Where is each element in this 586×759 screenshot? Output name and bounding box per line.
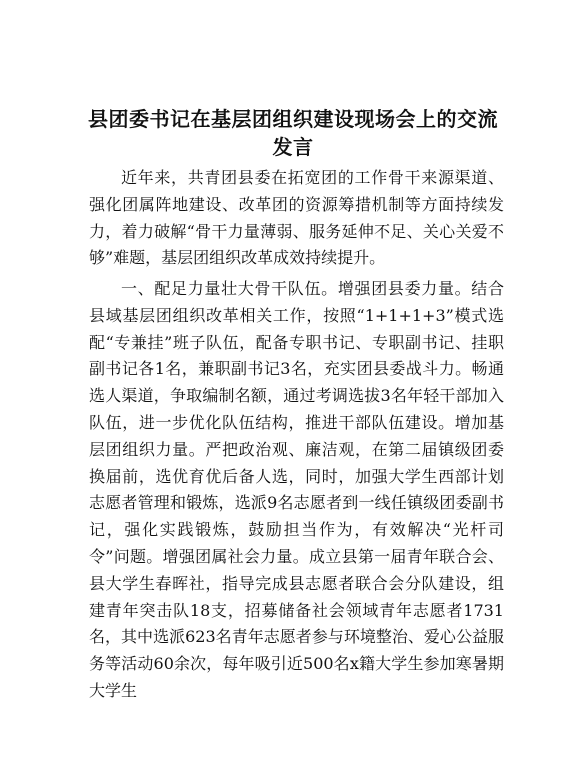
document-title-line-1: 县团委书记在基层团组织建设现场会上的交流 bbox=[88, 107, 498, 131]
paragraph-section-1: 一、配足力量壮大骨干队伍。增强团县委力量。结合县域基层团组织改革相关工作，按照“1+1+1+3”模式选配“专兼挂”班子队伍，配备专职书记、专职副书记、挂职副书记各1名，兼职副书记3名，充实团县委战斗力。畅通选人渠道，争取编制名额，通过考调选拔3名年轻干部加入队伍，进一步优化队伍结构，推进干部队伍建设。增加基层团组织力量。严把政治观、廉洁观，在第二届镇级团委换届前，选优育优后备人选，同时，加强大学生西部计划志愿者管理和锻炼，选派9名志愿者到一线任镇级团委副书记，强化实践锻炼，鼓励担当作为，有效解决“光杆司令”问题。增强团属社会力量。成立县第一届青年联合会、县大学生春晖社，指导完成县志愿者联合会分队建设，组建青年突击队18支，招募储备社会领域青年志愿者1731名，其中选派623名青年志愿者参与环境整治、爱心公益服务等活动60余次，每年吸引近500名x籍大学生参加寒暑期大学生 bbox=[89, 279, 504, 700]
paragraph-intro: 近年来，共青团县委在拓宽团的工作骨干来源渠道、强化团属阵地建设、改革团的资源筹措机制等方面持续发力，着力破解“骨干力量薄弱、服务延伸不足、关心关爱不够”难题，基层团组织改革成效持续提升。 bbox=[89, 168, 504, 268]
document-title-line-2: 发言 bbox=[272, 135, 314, 159]
